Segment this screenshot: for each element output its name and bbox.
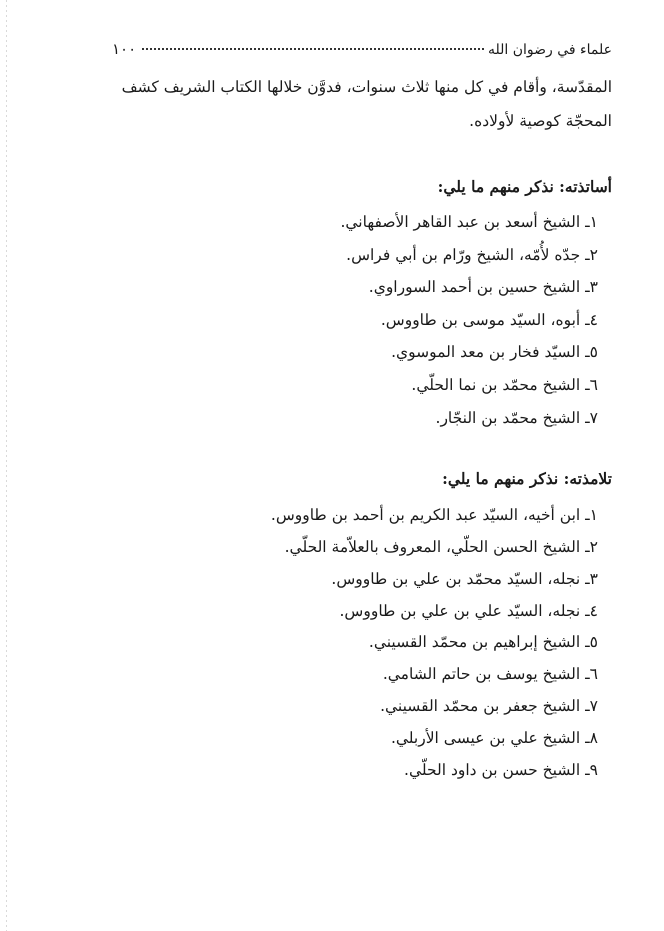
page-number: ١٠٠ — [112, 40, 137, 58]
list-item: ٢ـ جدّه لأُمّه، الشيخ ورّام بن أبي فراس. — [346, 245, 598, 264]
running-head — [112, 40, 612, 70]
book-title: علماء في رضوان الله — [488, 42, 612, 58]
list-item: ١ـ الشيخ أسعد بن عبد القاهر الأصفهاني. — [340, 213, 598, 231]
intro-line-1: المقدّسة، وأقام في كل منها ثلاث سنوات، فدوَّن خلالها الكتاب الشريف كشف — [121, 78, 612, 96]
page-content — [112, 40, 612, 786]
list-item: ١ـ ابن أخيه، السيّد عبد الكريم بن أحمد بن طاووس. — [270, 506, 598, 525]
list-item: ٧ـ الشيخ جعفر بن محمّد القسيني. — [380, 696, 598, 715]
list-item: ٩ـ الشيخ حسن بن داود الحلّي. — [404, 760, 598, 779]
list-item: ٦ـ الشيخ محمّد بن نما الحلّي. — [411, 375, 598, 394]
list-item: ٦ـ الشيخ يوسف بن حاتم الشامي. — [382, 665, 598, 684]
list-item: ٣ـ نجله، السيّد محمّد بن علي بن طاووس. — [331, 569, 598, 588]
list-item: ٥ـ الشيخ إبراهيم بن محمّد القسيني. — [368, 633, 598, 652]
list-item: ٤ـ نجله، السيّد علي بن علي بن طاووس. — [339, 601, 598, 620]
teachers-heading: أساتذته: نذكر منهم ما يلي: — [437, 177, 612, 196]
list-item: ٤ـ أبوه، السيّد موسى بن طاووس. — [380, 310, 598, 329]
list-item: ٨ـ الشيخ علي بن عيسى الأربلي. — [390, 728, 598, 747]
students-heading: تلامذته: نذكر منهم ما يلي: — [442, 469, 612, 489]
list-item: ٥ـ السيّد فخار بن معد الموسوي. — [391, 343, 598, 362]
list-item: ٣ـ الشيخ حسين بن أحمد السوراوي. — [368, 278, 598, 297]
students-list — [112, 500, 612, 786]
scan-edge — [6, 0, 7, 931]
list-item: ٢ـ الشيخ الحسن الحلّي، المعروف بالعلاّمة الحلّي. — [284, 537, 598, 556]
teachers-list — [112, 206, 612, 434]
students-section — [112, 464, 612, 786]
list-item: ٧ـ الشيخ محمّد بن النجّار. — [435, 408, 598, 427]
teachers-section — [112, 172, 612, 434]
intro-line-2: المحجّة كوصية لأولاده. — [469, 112, 612, 130]
dotted-leader — [142, 48, 484, 50]
